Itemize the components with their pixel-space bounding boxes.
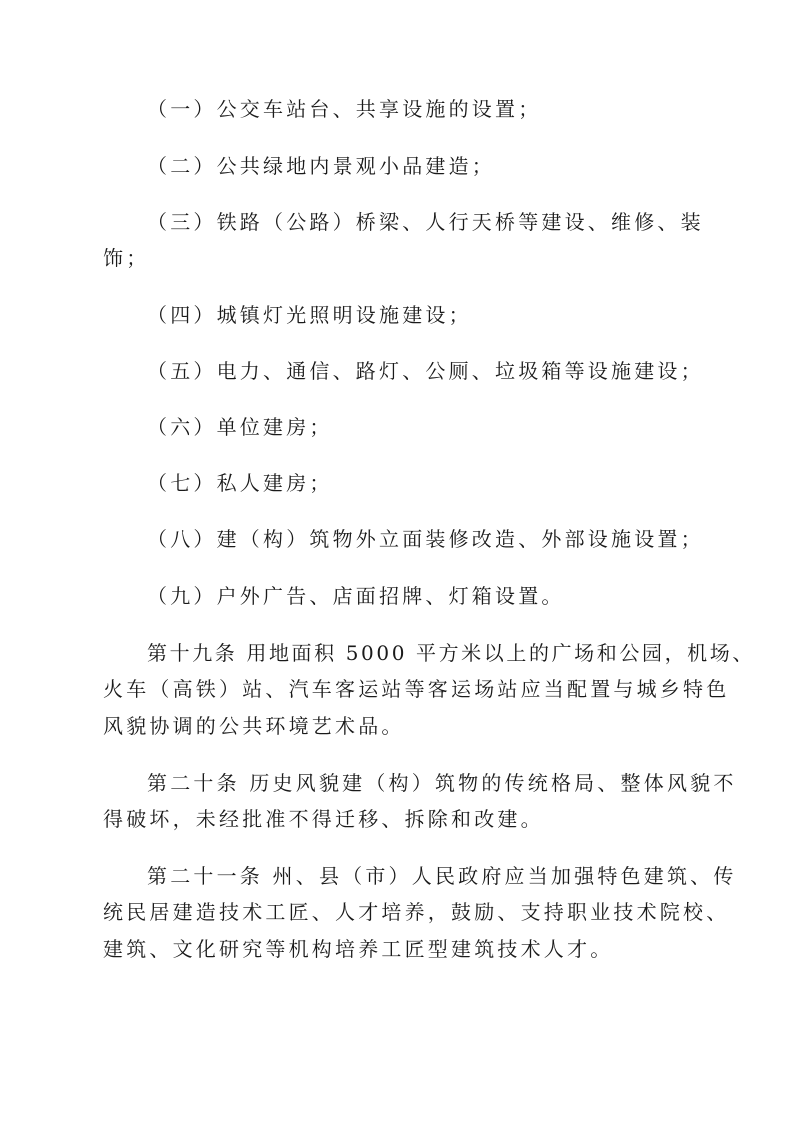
list-item-6: （六）单位建房； — [147, 415, 333, 439]
article-19-line-1: 第十九条 用地面积 5000 平方米以上的广场和公园，机场、 — [147, 641, 755, 665]
list-item-2: （二）公共绿地内景观小品建造； — [147, 154, 495, 178]
list-item-7: （七）私人建房； — [147, 471, 333, 495]
list-item-5: （五）电力、通信、路灯、公厕、垃圾箱等设施建设； — [147, 359, 704, 383]
article-21-line-1: 第二十一条 州、县（市）人民政府应当加强特色建筑、传 — [147, 864, 737, 888]
list-item-1: （一）公交车站台、共享设施的设置； — [147, 97, 542, 121]
list-item-3-continued: 饰； — [103, 246, 150, 270]
article-21-line-2: 统民居建造技术工匠、人才培养，鼓励、支持职业技术院校、 — [103, 900, 730, 924]
list-item-8: （八）建（构）筑物外立面装修改造、外部设施设置； — [147, 527, 704, 551]
list-item-4: （四）城镇灯光照明设施建设； — [147, 303, 472, 327]
article-19-line-2: 火车（高铁）站、汽车客运站等客运场站应当配置与城乡特色 — [103, 677, 730, 701]
list-item-3: （三）铁路（公路）桥梁、人行天桥等建设、维修、装 — [147, 210, 704, 234]
article-20-line-1: 第二十条 历史风貌建（构）筑物的传统格局、整体风貌不 — [147, 771, 737, 795]
list-item-9: （九）户外广告、店面招牌、灯箱设置。 — [147, 584, 565, 608]
article-20-line-2: 得破坏，未经批准不得迁移、拆除和改建。 — [103, 807, 544, 831]
article-19-line-3: 风貌协调的公共环境艺术品。 — [103, 714, 405, 738]
article-21-line-3: 建筑、文化研究等机构培养工匠型建筑技术人才。 — [103, 937, 614, 961]
